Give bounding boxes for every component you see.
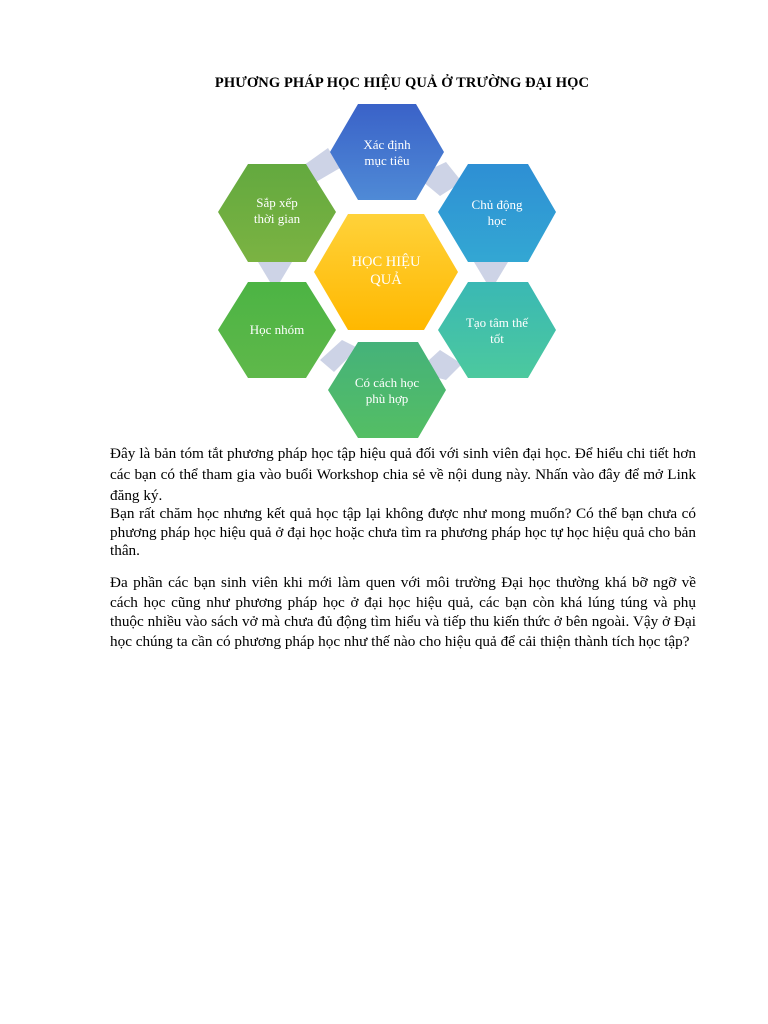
hex-label-line-1: Tạo tâm thế — [465, 315, 529, 330]
learning-methods-diagram — [0, 0, 768, 440]
hex-label-line-2: thời gian — [253, 211, 301, 226]
hex-center-label-line-1: HỌC HIỆU — [351, 254, 421, 270]
hex-label-line-2: mục tiêu — [364, 153, 410, 168]
connector-left — [258, 262, 292, 282]
hex-node-center — [314, 214, 458, 330]
hex-label-line-1: Học nhóm — [249, 322, 305, 337]
paragraph-context: Đa phần các bạn sinh viên khi mới làm quen với môi trường Đại học thường khá bỡ ngỡ về cách học cũng như phương pháp học ở đại học hiệu quả, các bạn còn khá lúng túng và phụ thuộc nhiều vào sách vở mà chưa đủ động tìm hiểu và tiếp thu kiến thức ở bên ngoài. Vậy ở Đại học chúng ta cần có phương pháp học như thế nào cho hiệu quả để cải thiện thành tích học tập? — [110, 574, 696, 650]
hex-label-line-1: Chủ động — [471, 197, 523, 212]
hex-label-line-2: tốt — [490, 331, 504, 346]
paragraph-summary: Đây là bản tóm tắt phương pháp học tập hiệu quả đối với sinh viên đại học. Để hiểu chi tiết hơn các bạn có thể tham gia vào buổi Workshop chia sẻ về nội dung này. Nhấn vào đây để mở Link đăng ký. — [110, 445, 696, 504]
hex-center-label-line-2: QUẢ — [370, 272, 402, 288]
hex-label-line-2: học — [487, 213, 507, 228]
hex-node-set-goals — [330, 104, 444, 200]
connector-right — [474, 262, 508, 282]
paragraph-question: Bạn rất chăm học nhưng kết quả học tập lại không được như mong muốn? Có thể bạn chưa có phương pháp học hiệu quả ở đại học hoặc chưa tìm ra phương pháp học tự học hiệu quả cho bản thân. — [110, 505, 696, 559]
hex-label-line-2: phù hợp — [365, 391, 409, 406]
hex-node-group-study — [218, 282, 336, 378]
document-title: PHƯƠNG PHÁP HỌC HIỆU QUẢ Ở TRƯỜNG ĐẠI HỌC — [214, 75, 590, 91]
hex-label-line-1: Có cách học — [354, 375, 420, 390]
hexagon-shape — [330, 104, 444, 200]
hex-label-line-1: Xác định — [363, 137, 411, 152]
hex-label-line-1: Sắp xếp — [256, 195, 298, 210]
